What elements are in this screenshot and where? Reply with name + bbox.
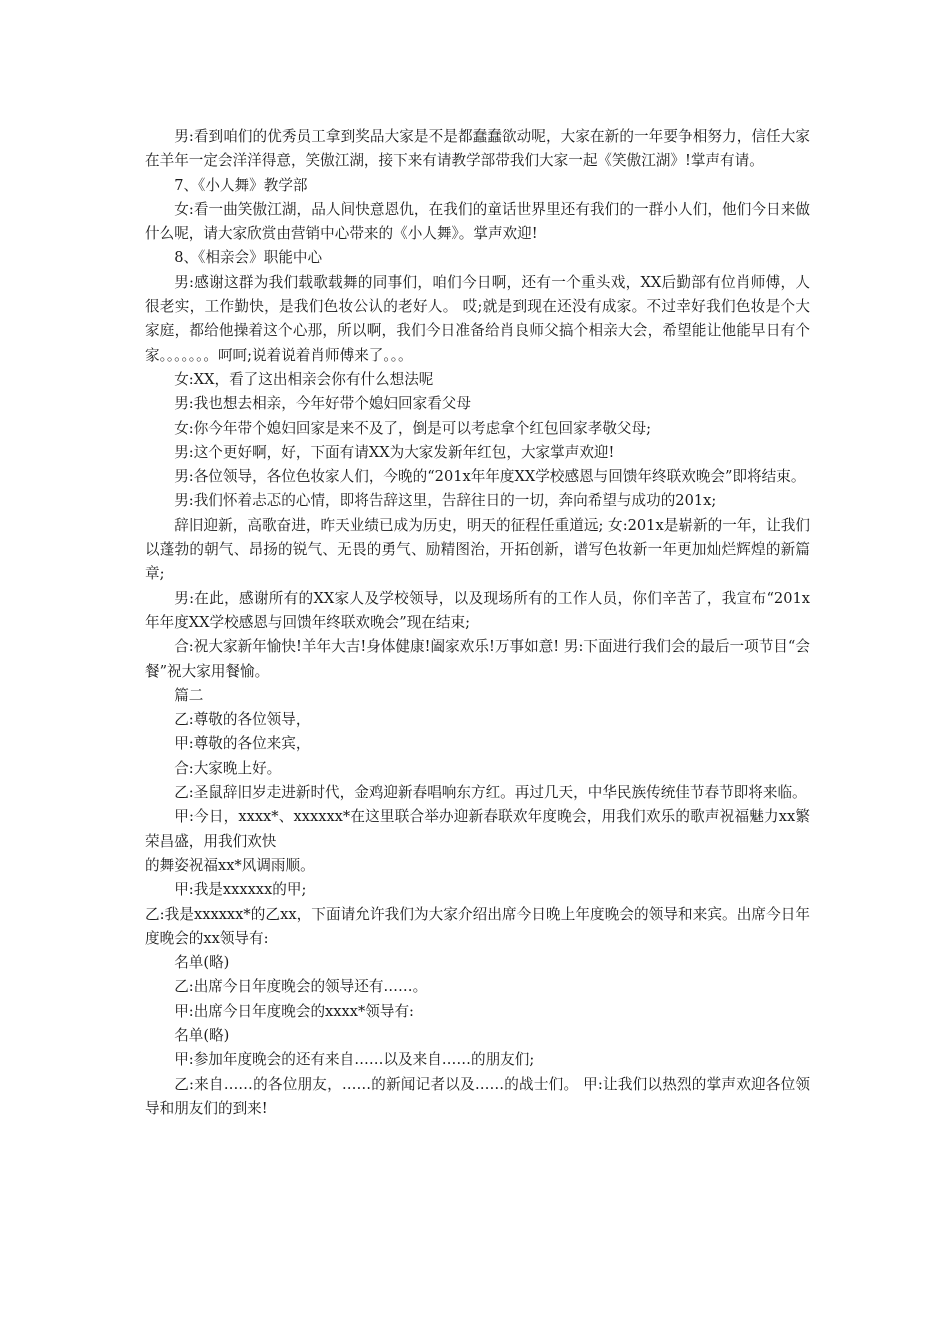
paragraph-dialogue: 甲:尊敬的各位来宾， — [174, 735, 311, 753]
paragraph-dialogue: 男:这个更好啊，好，下面有请XX为大家发新年红包，大家掌声欢迎! — [174, 443, 615, 461]
paragraph-dialogue: 男:我们怀着忐忑的心情，即将告辞这里，告辞往日的一切，奔向希望与成功的201x; — [174, 492, 717, 510]
paragraph-dialogue: 合:祝大家新年愉快!羊年大吉!身体健康!阖家欢乐!万事如意! 男:下面进行我们会的最后一项节目“会餐”祝大家用餐愉。 — [145, 638, 810, 680]
paragraph-dialogue: 甲:今日，xxxx*、xxxxxx*在这里联合举办迎新春联欢年度晚会，用我们欢乐的歌声祝福魅力xx繁荣昌盛，用我们欢快 — [145, 808, 810, 850]
paragraph-dialogue-continued: 的舞姿祝福xx*风调雨顺。 — [145, 856, 315, 874]
paragraph-dialogue: 甲:参加年度晚会的还有来自……以及来自……的朋友们; — [174, 1051, 535, 1069]
paragraph-dialogue: 乙:圣鼠辞旧岁走进新时代，金鸡迎新春唱响东方红。再过几天，中华民族传统佳节春节即将来临。 — [174, 784, 807, 802]
paragraph-host-male-intro: 男:看到咱们的优秀员工拿到奖品大家是不是都蠢蠢欲动呢，大家在新的一年要争相努力，信任大家在羊年一定会洋洋得意，笑傲江湖，接下来有请教学部带我们大家一起《笑傲江湖》!掌声有请。 — [145, 128, 810, 170]
paragraph-dialogue: 男:在此，感谢所有的XX家人及学校领导，以及现场所有的工作人员，你们辛苦了，我宣布“201x年年度XX学校感恩与回馈年终联欢晚会”现在结束; — [145, 589, 810, 631]
paragraph-closing-announcement: 男:各位领导，各位色妆家人们，今晚的“201x年年度XX学校感恩与回馈年终联欢晚会”即将结束。 — [174, 468, 806, 486]
program-item-8: 8、《相亲会》职能中心 — [174, 249, 323, 267]
document-body — [145, 125, 810, 1121]
paragraph-dialogue: 女:你今年带个媳妇回家是来不及了，倒是可以考虑拿个红包回家孝敬父母; — [174, 419, 652, 437]
paragraph-dialogue: 男:我也想去相亲，今年好带个媳妇回家看父母 — [174, 395, 471, 413]
paragraph-dialogue: 甲:我是xxxxxx的甲; — [174, 881, 307, 899]
section-heading-part-two: 篇二 — [174, 686, 204, 704]
paragraph-dialogue: 甲:出席今日年度晚会的xxxx*领导有: — [174, 1002, 414, 1020]
paragraph-dialogue: 乙:尊敬的各位领导， — [174, 711, 311, 729]
paragraph-dialogue: 乙:出席今日年度晚会的领导还有……。 — [174, 978, 428, 996]
paragraph-dialogue: 乙:来自……的各位朋友，……的新闻记者以及……的战士们。 甲:让我们以热烈的掌声欢迎各位领导和朋友们的到来! — [145, 1075, 810, 1117]
paragraph-dialogue: 合:大家晚上好。 — [174, 759, 282, 777]
paragraph-host-male-blind-date: 男:感谢这群为我们载歌载舞的同事们，咱们今日啊，还有一个重头戏，XX后勤部有位肖师傅，人很老实，工作勤快，是我们色妆公认的老好人。 哎;就是到现在还没有成家。不过幸好我们色妆是个大家庭，都给他操着这个心那，所以啊，我们今日准备给肖良师父搞个相亲大会，希望能让他能早日有个家。。。。。。。呵呵;说着说着肖师傅来了。。。 — [145, 273, 810, 364]
paragraph-host-female-little-people: 女:看一曲笑傲江湖，品人间快意恩仇，在我们的童话世界里还有我们的一群小人们，他们今日来做什么呢，请大家欣赏由营销中心带来的《小人舞》。掌声欢迎! — [145, 200, 810, 243]
paragraph-list-placeholder: 名单(略) — [174, 1026, 230, 1044]
paragraph-dialogue: 辞旧迎新，高歌奋进，昨天业绩已成为历史，明天的征程任重道远; 女:201x是崭新的一年，让我们以蓬勃的朝气、昂扬的锐气、无畏的勇气、励精图治，开拓创新，谱写色妆新一年更加灿烂辉煌的新篇章; — [145, 516, 810, 583]
paragraph-dialogue: 乙:我是xxxxxx*的乙xx，下面请允许我们为大家介绍出席今日晚上年度晚会的领导和来宾。出席今日年度晚会的xx领导有: — [145, 905, 810, 947]
paragraph-list-placeholder: 名单(略) — [174, 954, 230, 972]
program-item-7: 7、《小人舞》教学部 — [174, 176, 308, 194]
paragraph-dialogue: 女:XX，看了这出相亲会你有什么想法呢 — [174, 370, 434, 388]
